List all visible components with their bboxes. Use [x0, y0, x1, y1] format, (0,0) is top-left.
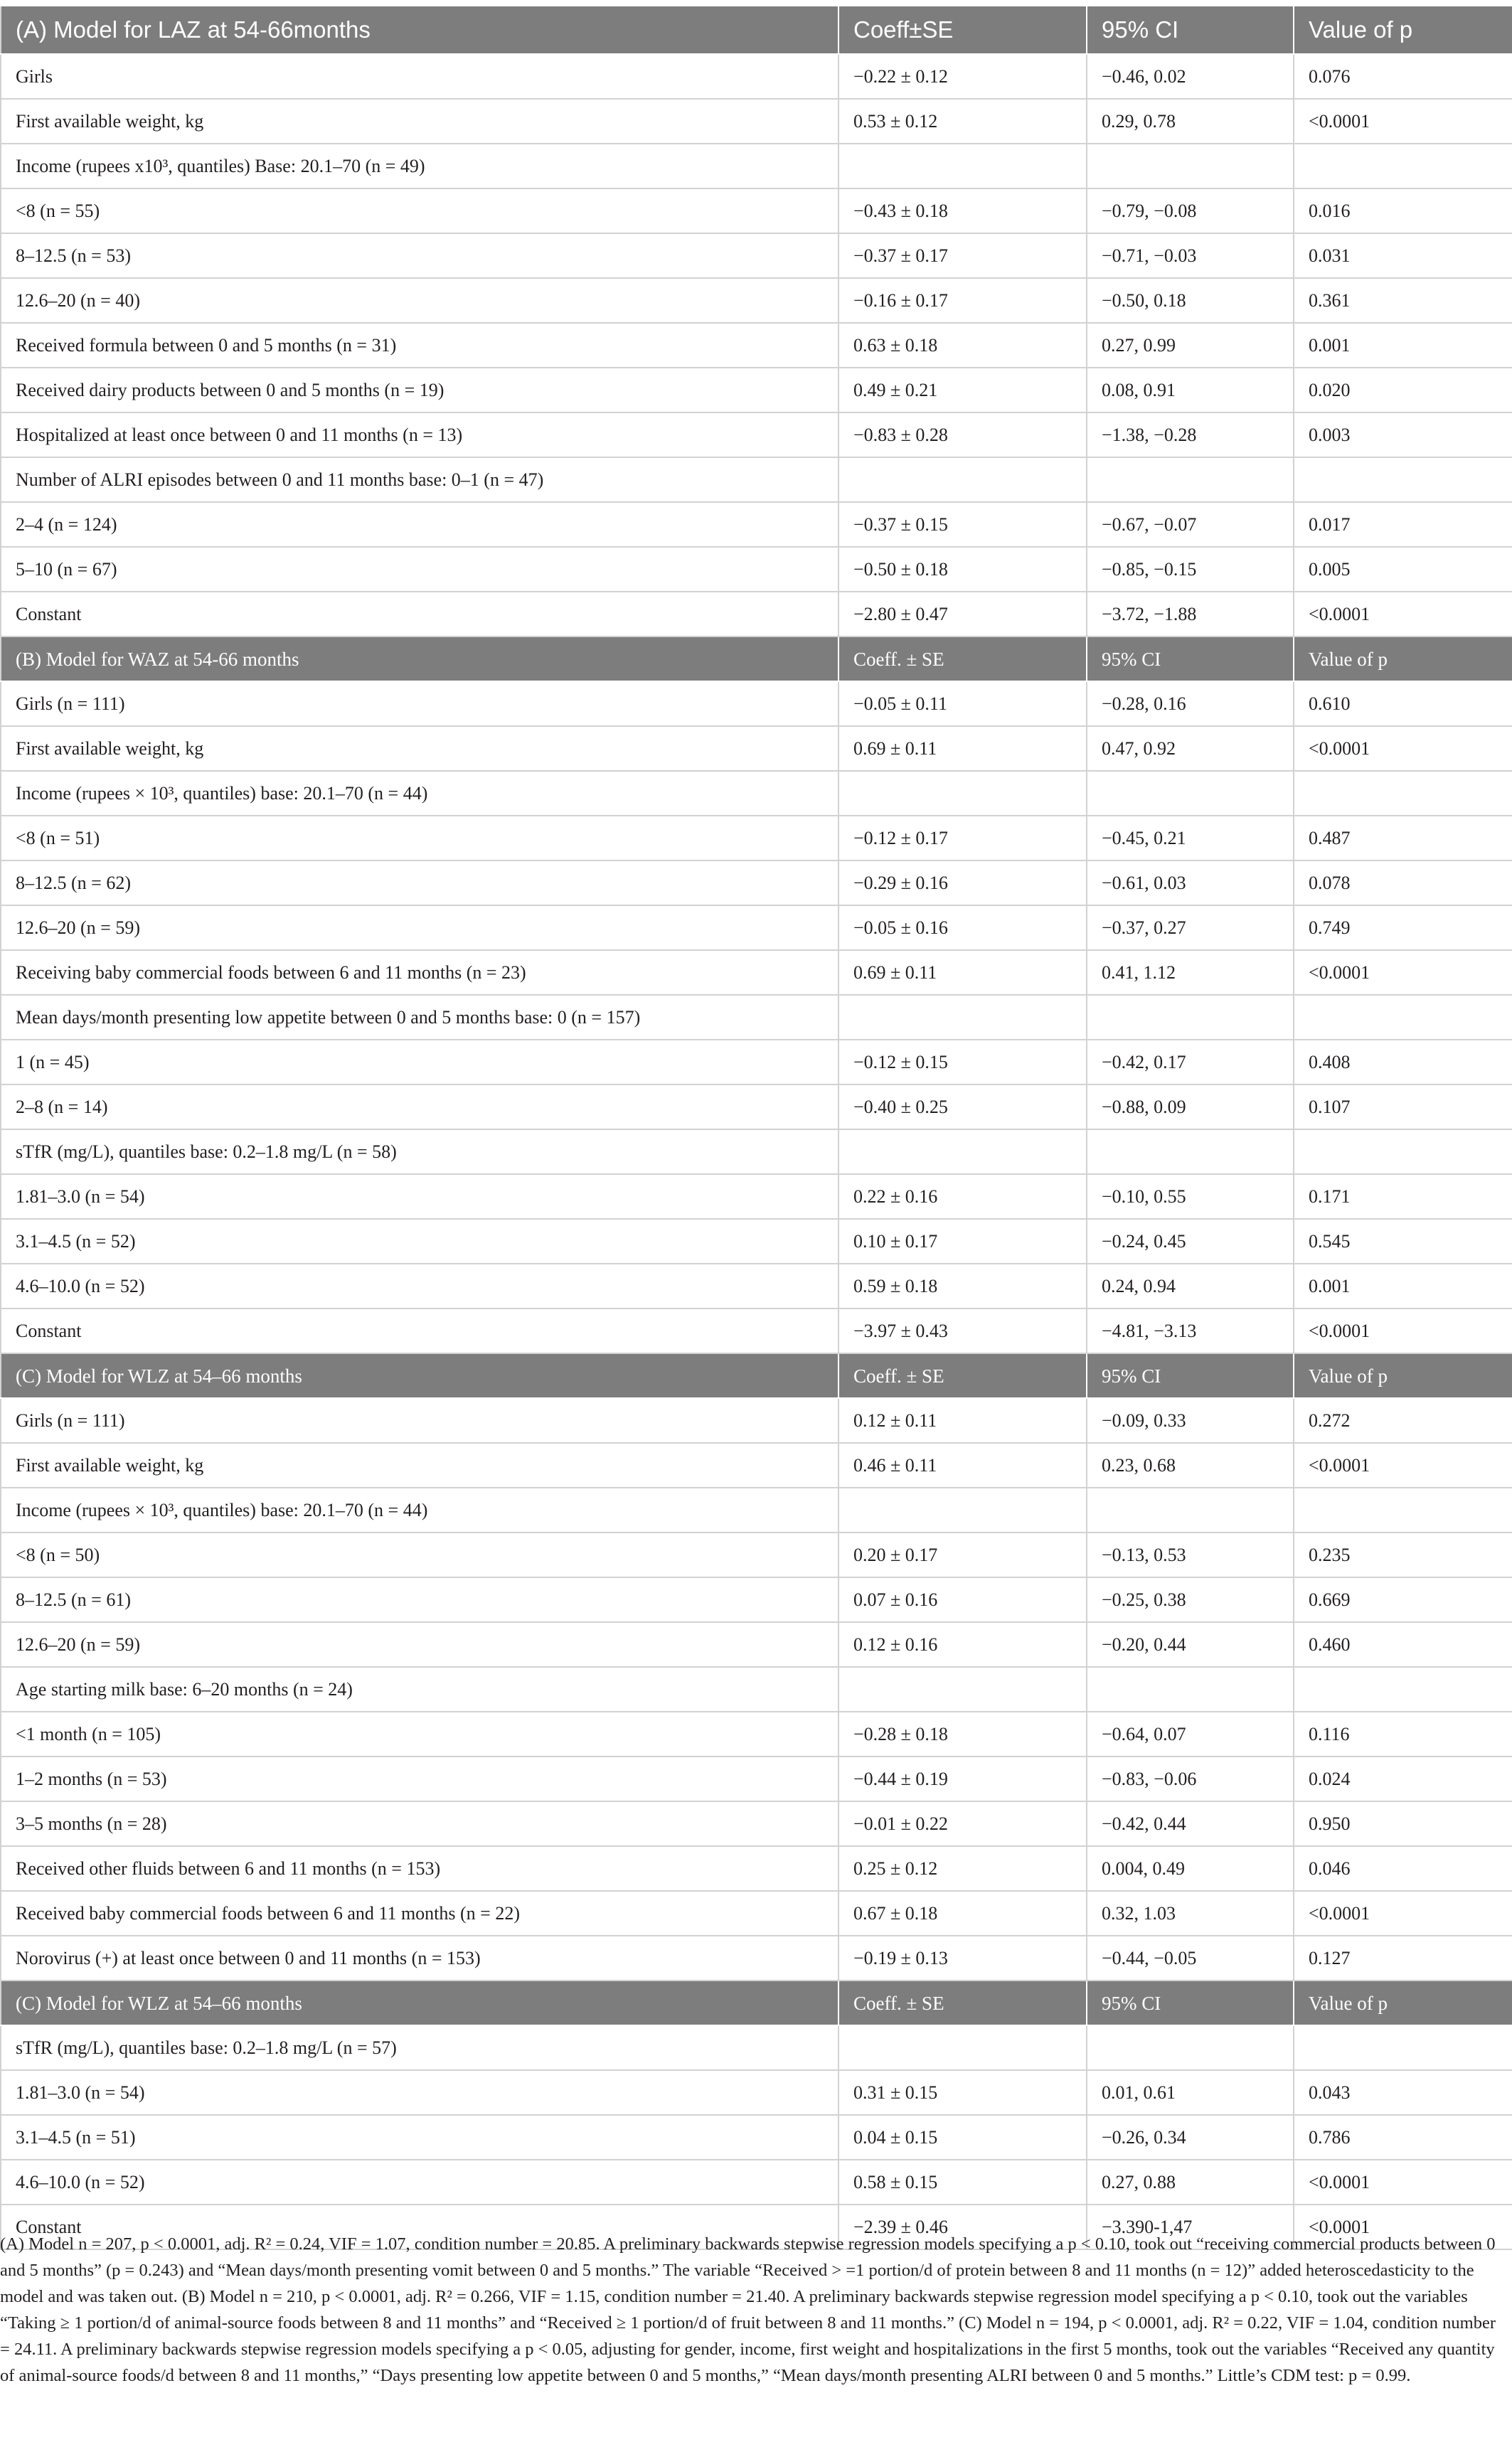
variable-cell: sTfR (mg/L), quantiles base: 0.2–1.8 mg/L (n = 58)	[1, 1129, 838, 1174]
coefficient-cell	[838, 995, 1087, 1040]
ci-cell: 0.47, 0.92	[1087, 726, 1294, 771]
variable-cell: <8 (n = 51)	[1, 816, 838, 860]
variable-cell: 12.6–20 (n = 40)	[1, 278, 838, 323]
variable-cell: 4.6–10.0 (n = 52)	[1, 2160, 838, 2205]
table-row	[1, 860, 1512, 905]
ci-cell: 0.41, 1.12	[1087, 950, 1294, 995]
table-row	[1, 502, 1512, 547]
variable-cell: Girls (n = 111)	[1, 681, 838, 726]
table-row	[1, 1040, 1512, 1084]
section-header-cell: (B) Model for WAZ at 54-66 months	[1, 636, 838, 681]
table-row	[1, 950, 1512, 995]
p-value-cell	[1294, 1667, 1512, 1712]
p-value-cell: 0.610	[1294, 681, 1512, 726]
coefficient-cell: −0.19 ± 0.13	[838, 1936, 1087, 1981]
coefficient-cell: −0.83 ± 0.28	[838, 412, 1087, 457]
table-row	[1, 995, 1512, 1040]
coefficient-cell: 0.10 ± 0.17	[838, 1219, 1087, 1264]
table-row	[1, 816, 1512, 860]
ci-cell: −0.46, 0.02	[1087, 54, 1294, 99]
section-header-row	[1, 6, 1512, 54]
table-row	[1, 1936, 1512, 1981]
table-row	[1, 2115, 1512, 2160]
variable-cell: Received other fluids between 6 and 11 months (n = 153)	[1, 1846, 838, 1891]
coefficient-cell: −0.05 ± 0.11	[838, 681, 1087, 726]
p-value-cell: 0.786	[1294, 2115, 1512, 2160]
table-row	[1, 54, 1512, 99]
p-value-cell: <0.0001	[1294, 1443, 1512, 1488]
p-value-cell: 0.107	[1294, 1084, 1512, 1129]
section-header-cell: 95% CI	[1087, 6, 1294, 54]
table-row	[1, 1443, 1512, 1488]
p-value-cell: 0.950	[1294, 1801, 1512, 1846]
variable-cell: Received formula between 0 and 5 months (n = 31)	[1, 323, 838, 368]
table-row	[1, 1174, 1512, 1219]
section-header-cell: Coeff. ± SE	[838, 636, 1087, 681]
variable-cell: <1 month (n = 105)	[1, 1712, 838, 1757]
coefficient-cell: −0.37 ± 0.15	[838, 502, 1087, 547]
table-footnote: (A) Model n = 207, p < 0.0001, adj. R² = 0.24, VIF = 1.07, condition number = 20.85. A preliminary backwards stepwise regression models specifying a p < 0.10, took out “receiving commercial products between 0 and 5 months” (p = 0.243) and “Mean days/month presenting vomit between 0 and 5 months.” The variable “Received > =1 portion/d of protein between 8 and 11 months (n = 12)” added heteroscedasticity to the model and was taken out. (B) Model n = 210, p < 0.0001, adj. R² = 0.266, VIF = 1.15, condition number = 21.40. A preliminary backwards stepwise regression model specifying a p < 0.10, took out the variables “Taking ≥ 1 portion/d of animal-source foods between 8 and 11 months” and “Received ≥ 1 portion/d of fruit between 8 and 11 months.” (C) Model n = 194, p < 0.0001, adj. R² = 0.22, VIF = 1.04, condition number = 24.11. A preliminary backwards stepwise regression models specifying a p < 0.05, adjusting for gender, income, first weight and hospitalizations in the first 5 months, took out the variables “Received any quantity of animal-source foods/d between 8 and 11 months,” “Days presenting low appetite between 0 and 5 months,” “Mean days/month presenting ALRI between 0 and 5 months.” Little’s CDM test: p = 0.99.	[0, 2234, 1496, 2385]
section-header-cell: Value of p	[1294, 6, 1512, 54]
ci-cell: −0.88, 0.09	[1087, 1084, 1294, 1129]
ci-cell: −0.50, 0.18	[1087, 278, 1294, 323]
ci-cell: −0.28, 0.16	[1087, 681, 1294, 726]
p-value-cell	[1294, 1488, 1512, 1533]
table-row	[1, 144, 1512, 188]
coefficient-cell	[838, 2025, 1087, 2070]
ci-cell: 0.32, 1.03	[1087, 1891, 1294, 1936]
ci-cell: −0.10, 0.55	[1087, 1174, 1294, 1219]
variable-cell: 3.1–4.5 (n = 51)	[1, 2115, 838, 2160]
table-row	[1, 1577, 1512, 1622]
coefficient-cell: −2.39 ± 0.46	[838, 2205, 1087, 2249]
coefficient-cell: −0.16 ± 0.17	[838, 278, 1087, 323]
regression-table-body	[1, 6, 1512, 2249]
coefficient-cell: −0.28 ± 0.18	[838, 1712, 1087, 1757]
table-row	[1, 278, 1512, 323]
p-value-cell: <0.0001	[1294, 2205, 1512, 2249]
coefficient-cell: −0.22 ± 0.12	[838, 54, 1087, 99]
table-row	[1, 323, 1512, 368]
coefficient-cell: 0.58 ± 0.15	[838, 2160, 1087, 2205]
section-header-cell: Coeff. ± SE	[838, 1981, 1087, 2025]
variable-cell: <8 (n = 55)	[1, 188, 838, 233]
table-row	[1, 1533, 1512, 1577]
variable-cell: Receiving baby commercial foods between 6 and 11 months (n = 23)	[1, 950, 838, 995]
ci-cell: 0.27, 0.88	[1087, 2160, 1294, 2205]
table-row	[1, 547, 1512, 592]
variable-cell: Number of ALRI episodes between 0 and 11 months base: 0–1 (n = 47)	[1, 457, 838, 502]
ci-cell: −0.37, 0.27	[1087, 905, 1294, 950]
p-value-cell: <0.0001	[1294, 1891, 1512, 1936]
ci-cell: −0.71, −0.03	[1087, 233, 1294, 278]
coefficient-cell	[838, 1667, 1087, 1712]
table-row	[1, 1667, 1512, 1712]
table-row	[1, 1488, 1512, 1533]
p-value-cell	[1294, 995, 1512, 1040]
table-row	[1, 1219, 1512, 1264]
variable-cell: 8–12.5 (n = 61)	[1, 1577, 838, 1622]
coefficient-cell	[838, 457, 1087, 502]
p-value-cell: 0.024	[1294, 1757, 1512, 1801]
variable-cell: 1.81–3.0 (n = 54)	[1, 2070, 838, 2115]
coefficient-cell: −0.05 ± 0.16	[838, 905, 1087, 950]
section-header-row	[1, 1353, 1512, 1398]
coefficient-cell: 0.59 ± 0.18	[838, 1264, 1087, 1309]
variable-cell: 1–2 months (n = 53)	[1, 1757, 838, 1801]
p-value-cell: 0.001	[1294, 323, 1512, 368]
ci-cell: −3.390-1,47	[1087, 2205, 1294, 2249]
variable-cell: 8–12.5 (n = 53)	[1, 233, 838, 278]
p-value-cell: 0.078	[1294, 860, 1512, 905]
coefficient-cell: −0.43 ± 0.18	[838, 188, 1087, 233]
p-value-cell: 0.487	[1294, 816, 1512, 860]
ci-cell: −0.42, 0.44	[1087, 1801, 1294, 1846]
p-value-cell	[1294, 771, 1512, 816]
ci-cell: −0.09, 0.33	[1087, 1398, 1294, 1443]
section-header-cell: 95% CI	[1087, 1981, 1294, 2025]
p-value-cell: 0.031	[1294, 233, 1512, 278]
coefficient-cell: −3.97 ± 0.43	[838, 1309, 1087, 1353]
ci-cell: −3.72, −1.88	[1087, 592, 1294, 636]
p-value-cell: 0.408	[1294, 1040, 1512, 1084]
section-header-cell: Value of p	[1294, 1353, 1512, 1398]
variable-cell: First available weight, kg	[1, 1443, 838, 1488]
variable-cell: 4.6–10.0 (n = 52)	[1, 1264, 838, 1309]
table-row	[1, 2025, 1512, 2070]
table-row	[1, 1309, 1512, 1353]
ci-cell: −0.13, 0.53	[1087, 1533, 1294, 1577]
table-row	[1, 1084, 1512, 1129]
variable-cell: Received dairy products between 0 and 5 months (n = 19)	[1, 368, 838, 412]
ci-cell: −0.26, 0.34	[1087, 2115, 1294, 2160]
coefficient-cell: −0.12 ± 0.17	[838, 816, 1087, 860]
section-header-row	[1, 1981, 1512, 2025]
p-value-cell: 0.749	[1294, 905, 1512, 950]
variable-cell: 1 (n = 45)	[1, 1040, 838, 1084]
table-row	[1, 905, 1512, 950]
table-row	[1, 1757, 1512, 1801]
p-value-cell: <0.0001	[1294, 950, 1512, 995]
variable-cell: 2–4 (n = 124)	[1, 502, 838, 547]
ci-cell	[1087, 457, 1294, 502]
p-value-cell: <0.0001	[1294, 2160, 1512, 2205]
p-value-cell: 0.003	[1294, 412, 1512, 457]
ci-cell	[1087, 995, 1294, 1040]
section-header-cell: 95% CI	[1087, 636, 1294, 681]
ci-cell: 0.24, 0.94	[1087, 1264, 1294, 1309]
p-value-cell: 0.361	[1294, 278, 1512, 323]
ci-cell: −0.42, 0.17	[1087, 1040, 1294, 1084]
section-header-cell: (A) Model for LAZ at 54-66months	[1, 6, 838, 54]
variable-cell: Girls	[1, 54, 838, 99]
ci-cell	[1087, 1129, 1294, 1174]
p-value-cell: <0.0001	[1294, 592, 1512, 636]
section-header-cell: (C) Model for WLZ at 54–66 months	[1, 1981, 838, 2025]
variable-cell: Mean days/month presenting low appetite between 0 and 5 months base: 0 (n = 157)	[1, 995, 838, 1040]
variable-cell: Constant	[1, 592, 838, 636]
p-value-cell: 0.127	[1294, 1936, 1512, 1981]
ci-cell: −0.24, 0.45	[1087, 1219, 1294, 1264]
coefficient-cell: −0.37 ± 0.17	[838, 233, 1087, 278]
table-row	[1, 412, 1512, 457]
p-value-cell: 0.046	[1294, 1846, 1512, 1891]
ci-cell: −0.61, 0.03	[1087, 860, 1294, 905]
ci-cell: −1.38, −0.28	[1087, 412, 1294, 457]
section-header-cell: Value of p	[1294, 1981, 1512, 2025]
ci-cell: 0.27, 0.99	[1087, 323, 1294, 368]
table-row	[1, 771, 1512, 816]
section-header-cell: Value of p	[1294, 636, 1512, 681]
coefficient-cell: 0.69 ± 0.11	[838, 950, 1087, 995]
ci-cell: 0.01, 0.61	[1087, 2070, 1294, 2115]
table-row	[1, 188, 1512, 233]
p-value-cell: 0.017	[1294, 502, 1512, 547]
table-row	[1, 1129, 1512, 1174]
coefficient-cell: 0.22 ± 0.16	[838, 1174, 1087, 1219]
p-value-cell: <0.0001	[1294, 1309, 1512, 1353]
p-value-cell: 0.005	[1294, 547, 1512, 592]
coefficient-cell: 0.46 ± 0.11	[838, 1443, 1087, 1488]
table-row	[1, 2070, 1512, 2115]
ci-cell	[1087, 1488, 1294, 1533]
variable-cell: Constant	[1, 1309, 838, 1353]
coefficient-cell	[838, 771, 1087, 816]
section-header-cell: Coeff. ± SE	[838, 1353, 1087, 1398]
coefficient-cell	[838, 1488, 1087, 1533]
variable-cell: 3–5 months (n = 28)	[1, 1801, 838, 1846]
ci-cell: −0.83, −0.06	[1087, 1757, 1294, 1801]
coefficient-cell: 0.07 ± 0.16	[838, 1577, 1087, 1622]
coefficient-cell: −0.50 ± 0.18	[838, 547, 1087, 592]
p-value-cell: <0.0001	[1294, 99, 1512, 144]
p-value-cell: 0.235	[1294, 1533, 1512, 1577]
coefficient-cell: −0.29 ± 0.16	[838, 860, 1087, 905]
coefficient-cell: 0.12 ± 0.16	[838, 1622, 1087, 1667]
ci-cell: −4.81, −3.13	[1087, 1309, 1294, 1353]
table-row	[1, 1846, 1512, 1891]
ci-cell: 0.29, 0.78	[1087, 99, 1294, 144]
section-header-row	[1, 636, 1512, 681]
p-value-cell: 0.116	[1294, 1712, 1512, 1757]
ci-cell: −0.79, −0.08	[1087, 188, 1294, 233]
variable-cell: Received baby commercial foods between 6 and 11 months (n = 22)	[1, 1891, 838, 1936]
table-row	[1, 1712, 1512, 1757]
coefficient-cell: 0.67 ± 0.18	[838, 1891, 1087, 1936]
table-row	[1, 592, 1512, 636]
coefficient-cell	[838, 144, 1087, 188]
p-value-cell: 0.020	[1294, 368, 1512, 412]
ci-cell: −0.44, −0.05	[1087, 1936, 1294, 1981]
table-row	[1, 1264, 1512, 1309]
variable-cell: Income (rupees × 10³, quantiles) base: 20.1–70 (n = 44)	[1, 1488, 838, 1533]
coefficient-cell: 0.53 ± 0.12	[838, 99, 1087, 144]
variable-cell: 12.6–20 (n = 59)	[1, 1622, 838, 1667]
coefficient-cell: −0.44 ± 0.19	[838, 1757, 1087, 1801]
coefficient-cell	[838, 1129, 1087, 1174]
variable-cell: Constant	[1, 2205, 838, 2249]
p-value-cell	[1294, 2025, 1512, 2070]
p-value-cell: 0.272	[1294, 1398, 1512, 1443]
ci-cell	[1087, 771, 1294, 816]
variable-cell: <8 (n = 50)	[1, 1533, 838, 1577]
table-row	[1, 233, 1512, 278]
coefficient-cell: −2.80 ± 0.47	[838, 592, 1087, 636]
variable-cell: 2–8 (n = 14)	[1, 1084, 838, 1129]
table-row	[1, 1891, 1512, 1936]
table-row	[1, 1801, 1512, 1846]
table-row	[1, 1622, 1512, 1667]
coefficient-cell: −0.01 ± 0.22	[838, 1801, 1087, 1846]
ci-cell	[1087, 2025, 1294, 2070]
table-row	[1, 99, 1512, 144]
p-value-cell: 0.043	[1294, 2070, 1512, 2115]
coefficient-cell: 0.12 ± 0.11	[838, 1398, 1087, 1443]
variable-cell: Hospitalized at least once between 0 and 11 months (n = 13)	[1, 412, 838, 457]
ci-cell: −0.20, 0.44	[1087, 1622, 1294, 1667]
table-row	[1, 726, 1512, 771]
p-value-cell: 0.001	[1294, 1264, 1512, 1309]
p-value-cell	[1294, 144, 1512, 188]
p-value-cell: 0.669	[1294, 1577, 1512, 1622]
section-header-cell: Coeff±SE	[838, 6, 1087, 54]
coefficient-cell: −0.40 ± 0.25	[838, 1084, 1087, 1129]
p-value-cell: 0.076	[1294, 54, 1512, 99]
ci-cell	[1087, 1667, 1294, 1712]
variable-cell: Girls (n = 111)	[1, 1398, 838, 1443]
coefficient-cell: −0.12 ± 0.15	[838, 1040, 1087, 1084]
ci-cell: 0.23, 0.68	[1087, 1443, 1294, 1488]
ci-cell: 0.004, 0.49	[1087, 1846, 1294, 1891]
table-row	[1, 2160, 1512, 2205]
table-row	[1, 1398, 1512, 1443]
variable-cell: 1.81–3.0 (n = 54)	[1, 1174, 838, 1219]
p-value-cell: 0.171	[1294, 1174, 1512, 1219]
variable-cell: First available weight, kg	[1, 726, 838, 771]
variable-cell: Age starting milk base: 6–20 months (n = 24)	[1, 1667, 838, 1712]
ci-cell: −0.64, 0.07	[1087, 1712, 1294, 1757]
section-header-cell: (C) Model for WLZ at 54–66 months	[1, 1353, 838, 1398]
coefficient-cell: 0.20 ± 0.17	[838, 1533, 1087, 1577]
table-row	[1, 457, 1512, 502]
table-row	[1, 681, 1512, 726]
p-value-cell: 0.016	[1294, 188, 1512, 233]
ci-cell: 0.08, 0.91	[1087, 368, 1294, 412]
variable-cell: First available weight, kg	[1, 99, 838, 144]
coefficient-cell: 0.49 ± 0.21	[838, 368, 1087, 412]
coefficient-cell: 0.63 ± 0.18	[838, 323, 1087, 368]
variable-cell: 3.1–4.5 (n = 52)	[1, 1219, 838, 1264]
ci-cell: −0.85, −0.15	[1087, 547, 1294, 592]
variable-cell: 8–12.5 (n = 62)	[1, 860, 838, 905]
variable-cell: 5–10 (n = 67)	[1, 547, 838, 592]
section-header-cell: 95% CI	[1087, 1353, 1294, 1398]
coefficient-cell: 0.31 ± 0.15	[838, 2070, 1087, 2115]
coefficient-cell: 0.04 ± 0.15	[838, 2115, 1087, 2160]
variable-cell: Income (rupees × 10³, quantiles) base: 20.1–70 (n = 44)	[1, 771, 838, 816]
coefficient-cell: 0.25 ± 0.12	[838, 1846, 1087, 1891]
regression-table	[0, 6, 1512, 2250]
variable-cell: 12.6–20 (n = 59)	[1, 905, 838, 950]
ci-cell: −0.45, 0.21	[1087, 816, 1294, 860]
variable-cell: Income (rupees x10³, quantiles) Base: 20.1–70 (n = 49)	[1, 144, 838, 188]
ci-cell	[1087, 144, 1294, 188]
ci-cell: −0.67, −0.07	[1087, 502, 1294, 547]
p-value-cell: 0.460	[1294, 1622, 1512, 1667]
p-value-cell: 0.545	[1294, 1219, 1512, 1264]
variable-cell: sTfR (mg/L), quantiles base: 0.2–1.8 mg/L (n = 57)	[1, 2025, 838, 2070]
coefficient-cell: 0.69 ± 0.11	[838, 726, 1087, 771]
p-value-cell: <0.0001	[1294, 726, 1512, 771]
ci-cell: −0.25, 0.38	[1087, 1577, 1294, 1622]
table-row	[1, 368, 1512, 412]
variable-cell: Norovirus (+) at least once between 0 and 11 months (n = 153)	[1, 1936, 838, 1981]
p-value-cell	[1294, 457, 1512, 502]
p-value-cell	[1294, 1129, 1512, 1174]
